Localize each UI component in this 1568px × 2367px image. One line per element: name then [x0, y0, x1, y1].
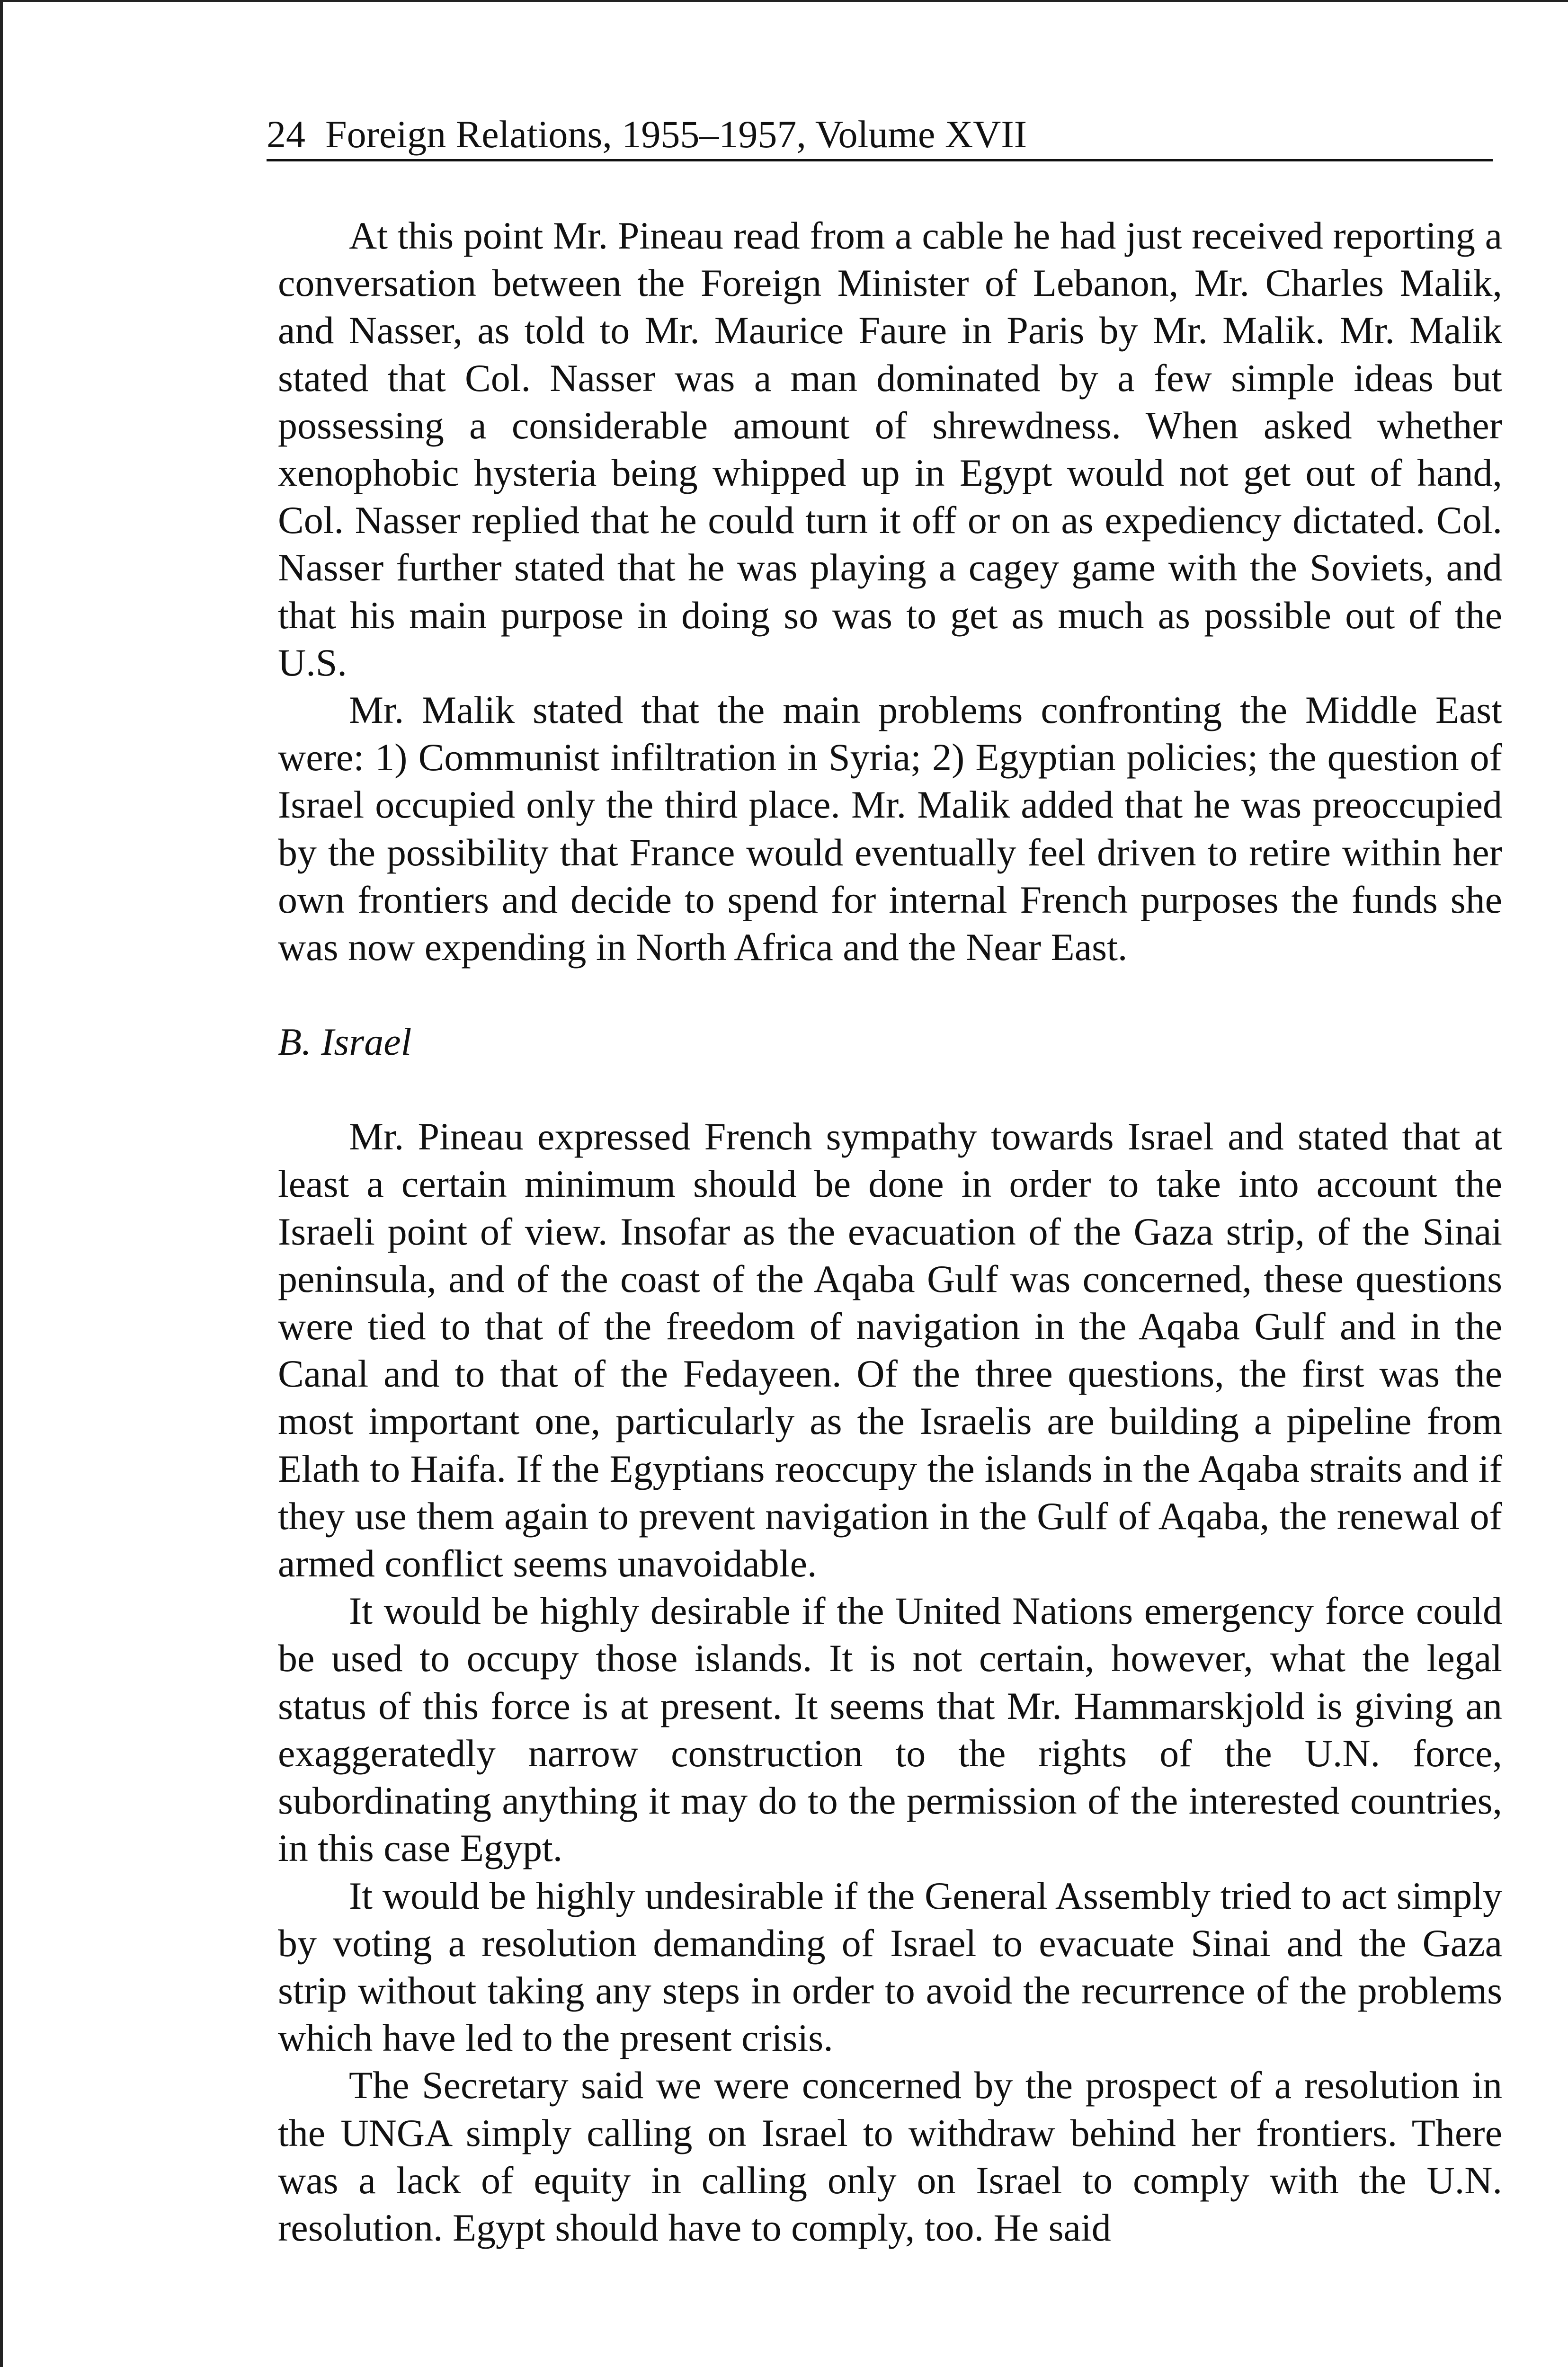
page-number: 24: [267, 113, 305, 156]
paragraph-general-assembly: It would be highly undesirable if the General Assembly tried to act simply by voting a resolution demanding of Israel to evacuate Sinai and the Gaza strip without taking any steps in order to avoid the recurrence of the problems which have led to the present crisis.: [278, 1874, 1502, 2060]
paragraph-secretary-remarks: The Secretary said we were concerned by the prospect of a resolution in the UNGA simply calling on Israel to withdraw behind her frontiers. There was a lack of equity in calling only on Israel to comply with the U.N. resolution. Egypt should have to comply, too. He said: [278, 2064, 1502, 2249]
body-text: [278, 212, 1502, 2251]
running-header: [267, 110, 1493, 161]
paragraph-middle-east-problems: Mr. Malik stated that the main problems confronting the Middle East were: 1) Communist infiltration in Syria; 2) Egyptian policies; the question of Israel occupied only the third place. Mr. Malik added that he was preoccupied by the possibility that France would eventually feel driven to retire within her own frontiers and decide to spend for internal French purposes the funds she was now expending in North Africa and the Near East.: [278, 688, 1502, 969]
paragraph-cable-report: At this point Mr. Pineau read from a cable he had just received reporting a conversation between the Foreign Minister of Lebanon, Mr. Charles Malik, and Nasser, as told to Mr. Maurice Faure in Paris by Mr. Malik. Mr. Malik stated that Col. Nasser was a man dominated by a few simple ideas but possessing a considerable amount of shrewdness. When asked whether xenophobic hysteria being whipped up in Egypt would not get out of hand, Col. Nasser replied that he could turn it off or on as expediency dictated. Col. Nasser further stated that he was playing a cagey game with the Soviets, and that his main purpose in doing so was to get as much as possible out of the U.S.: [278, 214, 1502, 684]
paragraph-un-emergency-force: It would be highly desirable if the United Nations emergency force could be used to occupy those islands. It is not certain, however, what the legal status of this force is at present. It seems that Mr. Hammarskjold is giving an exaggeratedly narrow construction to the rights of the U.N. force, subordinating anything it may do to the permission of the interested countries, in this case Egypt.: [278, 1589, 1502, 1870]
section-heading-israel: B. Israel: [278, 1020, 412, 1064]
scan-edge-top: [0, 0, 1568, 2]
volume-title: Foreign Relations, 1955–1957, Volume XVII: [325, 113, 1027, 156]
scan-edge-left: [0, 0, 3, 2367]
paragraph-french-sympathy: Mr. Pineau expressed French sympathy towards Israel and stated that at least a certain minimum should be done in order to take into account the Israeli point of view. Insofar as the evacuation of the Gaza strip, of the Sinai peninsula, and of the coast of the Aqaba Gulf was concerned, these questions were tied to that of the freedom of navigation in the Aqaba Gulf and in the Canal and to that of the Fedayeen. Of the three questions, the first was the most important one, particularly as the Israelis are building a pipeline from Elath to Haifa. If the Egyptians reoccupy the islands in the Aqaba straits and if they use them again to prevent navigation in the Gulf of Aqaba, the renewal of armed conflict seems unavoidable.: [278, 1115, 1502, 1585]
